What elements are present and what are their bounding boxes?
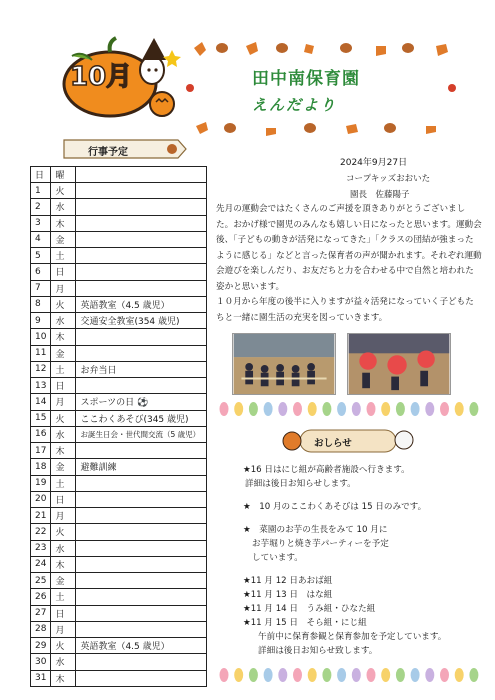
- notice-line: ★11 月 13 日 はな組: [243, 590, 333, 600]
- schedule-cell-dow: 火: [51, 183, 76, 199]
- month-badge-text: 10月: [70, 62, 133, 92]
- schedule-body: [31, 183, 207, 687]
- schedule-cell-event: お弁当日: [76, 361, 207, 377]
- schedule-row: [31, 345, 207, 361]
- schedule-row: [31, 654, 207, 670]
- schedule-cell-event: [76, 215, 207, 231]
- decorative-dot: [352, 402, 361, 416]
- decorative-dot: [249, 402, 258, 416]
- schedule-row: [31, 508, 207, 524]
- notice-line: 午前中に保育参観と保育参加を予定しています。: [258, 632, 447, 642]
- schedule-cell-date: 7: [31, 280, 51, 296]
- notice-line: ★11 月 14 日 うみ組・ひなた組: [243, 604, 376, 614]
- decorative-dot: [220, 402, 229, 416]
- letter-date: 2024年9月27日: [340, 158, 408, 168]
- schedule-cell-dow: 月: [51, 394, 76, 410]
- schedule-cell-dow: 木: [51, 556, 76, 572]
- notice-line: ★16 日はにじ組が高齢者施設へ行きます。: [243, 465, 410, 475]
- decorative-dot: [455, 402, 464, 416]
- decorative-dot: [455, 668, 464, 682]
- decorative-dot: [234, 402, 243, 416]
- schedule-row: [31, 589, 207, 605]
- decorative-dot: [308, 668, 317, 682]
- schedule-cell-dow: 木: [51, 670, 76, 686]
- schedule-cell-event: [76, 199, 207, 215]
- schedule-cell-date: 8: [31, 296, 51, 312]
- schedule-cell-date: 21: [31, 508, 51, 524]
- schedule-cell-date: 19: [31, 475, 51, 491]
- schedule-cell-event: [76, 475, 207, 491]
- schedule-cell-event: ここわくあそび(345 歳児): [76, 410, 207, 426]
- schedule-cell-dow: 水: [51, 199, 76, 215]
- schedule-cell-dow: 水: [51, 540, 76, 556]
- schedule-cell-event: [76, 508, 207, 524]
- schedule-cell-dow: 火: [51, 524, 76, 540]
- decorative-dot: [469, 402, 478, 416]
- schedule-cell-event: [76, 556, 207, 572]
- notice-line: ★11 月 15 日 そら組・にじ組: [243, 618, 367, 628]
- schedule-row: [31, 605, 207, 621]
- schedule-row: [31, 215, 207, 231]
- schedule-title: 行事予定: [88, 147, 128, 158]
- decorative-dot: [411, 402, 420, 416]
- schedule-row: [31, 573, 207, 589]
- schedule-cell-dow: 土: [51, 589, 76, 605]
- decorative-dot: [352, 668, 361, 682]
- schedule-cell-dow: 土: [51, 248, 76, 264]
- decorative-dot: [396, 402, 405, 416]
- schedule-cell-date: 23: [31, 540, 51, 556]
- schedule-cell-date: 15: [31, 410, 51, 426]
- decorative-dot: [293, 668, 302, 682]
- notice-line: ★ 菜園のお芋の生長をみて 10 月に: [243, 525, 388, 535]
- schedule-cell-event: 英語教室（4.5 歳児）: [76, 638, 207, 654]
- decorative-dot: [337, 668, 346, 682]
- decorative-dot: [278, 402, 287, 416]
- schedule-row: [31, 443, 207, 459]
- schedule-row: [31, 556, 207, 572]
- schedule-cell-dow: 火: [51, 638, 76, 654]
- schedule-cell-event: [76, 524, 207, 540]
- schedule-row: [31, 410, 207, 426]
- schedule-cell-dow: 木: [51, 215, 76, 231]
- column-header-dow: 曜: [51, 167, 76, 183]
- schedule-cell-date: 27: [31, 605, 51, 621]
- schedule-row: [31, 540, 207, 556]
- decorative-dot: [440, 402, 449, 416]
- schedule-cell-dow: 水: [51, 426, 76, 442]
- decorative-dot: [396, 668, 405, 682]
- schedule-row: [31, 491, 207, 507]
- schedule-row: [31, 280, 207, 296]
- decorative-dot: [367, 402, 376, 416]
- schedule-cell-date: 2: [31, 199, 51, 215]
- decorative-dot: [234, 668, 243, 682]
- schedule-cell-dow: 土: [51, 361, 76, 377]
- decorative-dot: [440, 668, 449, 682]
- schedule-cell-dow: 月: [51, 508, 76, 524]
- schedule-cell-date: 30: [31, 654, 51, 670]
- schedule-row: [31, 524, 207, 540]
- decorative-dot: [220, 668, 229, 682]
- schedule-cell-event: [76, 589, 207, 605]
- schedule-cell-date: 22: [31, 524, 51, 540]
- schedule-cell-event: 交通安全教室(354 歳児): [76, 313, 207, 329]
- schedule-cell-date: 1: [31, 183, 51, 199]
- schedule-cell-event: [76, 573, 207, 589]
- school-name: 田中南保育園: [252, 69, 360, 89]
- decorative-dot: [367, 668, 376, 682]
- notice-line: お芋堀りと焼き芋パーティーを予定: [252, 539, 389, 549]
- schedule-cell-date: 5: [31, 248, 51, 264]
- decorative-dot: [411, 668, 420, 682]
- letter-recipient: コープキッズおおいた: [346, 174, 431, 184]
- schedule-cell-date: 13: [31, 378, 51, 394]
- schedule-cell-dow: 日: [51, 605, 76, 621]
- schedule-cell-event: [76, 248, 207, 264]
- schedule-cell-event: [76, 654, 207, 670]
- schedule-cell-date: 26: [31, 589, 51, 605]
- schedule-cell-dow: 日: [51, 491, 76, 507]
- schedule-cell-dow: 木: [51, 329, 76, 345]
- decorative-dot: [293, 402, 302, 416]
- schedule-cell-date: 28: [31, 621, 51, 637]
- decorative-dot-divider: [216, 666, 482, 684]
- schedule-cell-dow: 日: [51, 264, 76, 280]
- decorative-dot: [308, 402, 317, 416]
- schedule-cell-dow: 木: [51, 443, 76, 459]
- notice-title: おしらせ: [314, 438, 352, 449]
- schedule-cell-event: [76, 264, 207, 280]
- schedule-cell-date: 24: [31, 556, 51, 572]
- schedule-cell-event: [76, 605, 207, 621]
- schedule-cell-date: 10: [31, 329, 51, 345]
- newsletter-name: えんだより: [252, 96, 338, 114]
- notice-line: 詳細は後日お知らせします。: [245, 479, 356, 489]
- decorative-dot: [425, 668, 434, 682]
- letter-paragraph: 先月の運動会ではたくさんのご声援を頂きありがとうございました。おかげ様で園児のみんなも嬉しい日になったと思います。運動会後、「子どもの動きが活発になってきた」「クラスの団結が強まったように感じる」などと言った保育者の声が聞かれます。それぞれ運動会遊びを楽しんだり、お友だちと力を合わせる中で自然と培われた姿かと思います。: [216, 204, 482, 292]
- letter-body: [216, 202, 482, 326]
- schedule-cell-date: 6: [31, 264, 51, 280]
- schedule-row: [31, 361, 207, 377]
- notice-spacer: [243, 491, 493, 500]
- schedule-row: [31, 394, 207, 410]
- schedule-cell-dow: 金: [51, 573, 76, 589]
- schedule-cell-date: 18: [31, 459, 51, 475]
- decorative-dot-divider: [216, 400, 482, 418]
- schedule-cell-dow: 金: [51, 231, 76, 247]
- schedule-cell-dow: 月: [51, 280, 76, 296]
- decorative-dot: [322, 402, 331, 416]
- decorative-dot: [381, 402, 390, 416]
- schedule-cell-date: 16: [31, 426, 51, 442]
- schedule-row: [31, 296, 207, 312]
- column-header-date: 日: [31, 167, 51, 183]
- schedule-row: [31, 248, 207, 264]
- schedule-cell-date: 12: [31, 361, 51, 377]
- schedule-row: [31, 670, 207, 686]
- schedule-cell-date: 20: [31, 491, 51, 507]
- decorative-dot: [264, 402, 273, 416]
- schedule-cell-dow: 月: [51, 621, 76, 637]
- schedule-cell-event: [76, 329, 207, 345]
- notice-line: ★11 月 12 日あおば組: [243, 576, 333, 586]
- schedule-cell-dow: 水: [51, 654, 76, 670]
- notice-line: ★ 10 月のここわくあそびは 15 日のみです。: [243, 502, 427, 512]
- letter-paragraph: １０月から年度の後半に入りますが益々活発になっていく子どもたちと一緒に園生活の充実を図っていきます。: [216, 297, 474, 323]
- notice-spacer: [243, 565, 493, 574]
- schedule-table: [30, 166, 207, 687]
- decorative-dot: [249, 668, 258, 682]
- decorative-dot: [264, 668, 273, 682]
- letter-signer: 園長 佐藤陽子: [350, 190, 410, 200]
- schedule-cell-event: [76, 231, 207, 247]
- schedule-row: [31, 459, 207, 475]
- schedule-cell-dow: 火: [51, 296, 76, 312]
- schedule-row: [31, 231, 207, 247]
- schedule-cell-event: [76, 491, 207, 507]
- schedule-header-row: [31, 167, 207, 183]
- schedule-cell-event: [76, 670, 207, 686]
- decorative-dot: [381, 668, 390, 682]
- schedule-row: [31, 475, 207, 491]
- notice-spacer: [243, 514, 493, 523]
- decorative-dot: [425, 402, 434, 416]
- schedule-cell-dow: 金: [51, 345, 76, 361]
- schedule-row: [31, 426, 207, 442]
- schedule-row: [31, 638, 207, 654]
- schedule-cell-date: 11: [31, 345, 51, 361]
- schedule-cell-dow: 土: [51, 475, 76, 491]
- schedule-row: [31, 313, 207, 329]
- schedule-cell-event: [76, 345, 207, 361]
- schedule-cell-date: 9: [31, 313, 51, 329]
- schedule-cell-event: お誕生日会・世代間交流（5 歳児）: [76, 426, 207, 442]
- schedule-cell-dow: 火: [51, 410, 76, 426]
- schedule-cell-event: 英語教室（4.5 歳児）: [76, 296, 207, 312]
- column-header-event: [76, 167, 207, 183]
- schedule-cell-date: 3: [31, 215, 51, 231]
- schedule-cell-date: 25: [31, 573, 51, 589]
- schedule-cell-event: [76, 443, 207, 459]
- decorative-dot: [322, 668, 331, 682]
- schedule-row: [31, 183, 207, 199]
- schedule-row: [31, 264, 207, 280]
- schedule-cell-event: [76, 183, 207, 199]
- schedule-cell-dow: 金: [51, 459, 76, 475]
- notice-list: [243, 463, 493, 658]
- schedule-cell-date: 31: [31, 670, 51, 686]
- schedule-cell-date: 4: [31, 231, 51, 247]
- schedule-row: [31, 329, 207, 345]
- schedule-row: [31, 621, 207, 637]
- decorative-dot: [337, 402, 346, 416]
- schedule-cell-date: 14: [31, 394, 51, 410]
- schedule-cell-event: 避難訓練: [76, 459, 207, 475]
- schedule-cell-event: [76, 378, 207, 394]
- decorative-dot: [278, 668, 287, 682]
- schedule-cell-date: 17: [31, 443, 51, 459]
- schedule-cell-event: [76, 621, 207, 637]
- schedule-cell-date: 29: [31, 638, 51, 654]
- notice-line: しています。: [252, 553, 303, 563]
- notice-line: 詳細は後日お知らせ致します。: [258, 646, 378, 656]
- sports-day-photo-tug-of-war: [232, 333, 336, 395]
- schedule-cell-dow: 日: [51, 378, 76, 394]
- schedule-cell-dow: 水: [51, 313, 76, 329]
- schedule-row: [31, 378, 207, 394]
- decorative-dot: [469, 668, 478, 682]
- schedule-cell-event: [76, 540, 207, 556]
- schedule-cell-event: スポーツの日 ⚽: [76, 394, 207, 410]
- schedule-row: [31, 199, 207, 215]
- sports-day-photo-balloons: [347, 333, 451, 395]
- schedule-cell-event: [76, 280, 207, 296]
